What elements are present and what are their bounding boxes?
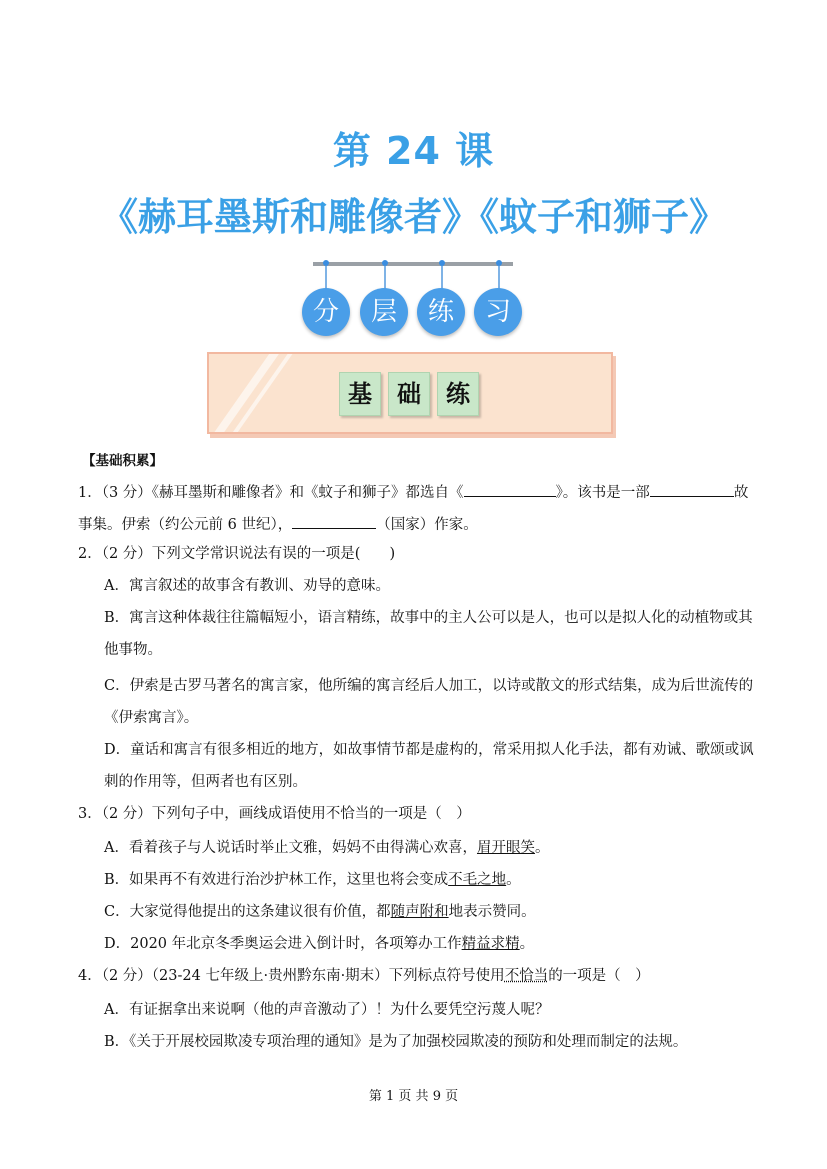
decor-dot xyxy=(496,260,502,266)
answer-blank[interactable] xyxy=(464,480,556,497)
option-text: C．大家觉得他提出的这条建议很有价值，都 xyxy=(104,904,391,920)
option-text: B．如果再不有效进行治沙护林工作，这里也将会变成 xyxy=(104,872,449,888)
decor-dot xyxy=(323,260,329,266)
circle-char: 层 xyxy=(360,288,408,336)
underlined-idiom: 精益求精 xyxy=(461,936,520,952)
decor-pin xyxy=(498,264,500,290)
option-text: D．2020 年北京冬季奥运会进入倒计时，各项筹办工作 xyxy=(104,936,462,952)
question-1-line-1 xyxy=(78,480,748,503)
circle-char: 练 xyxy=(417,288,465,336)
decor-dot xyxy=(439,260,445,266)
decor-bar xyxy=(313,262,513,266)
question-2-option-d: D．童话和寓言有很多相近的地方，如故事情节都是虚构的，常采用拟人化手法，都有劝诫、歌颂或讽 xyxy=(104,742,754,758)
decor-pin xyxy=(441,264,443,290)
decor-dot xyxy=(382,260,388,266)
underlined-idiom: 不毛之地 xyxy=(448,872,507,888)
stem-text: 的一项是（ ） xyxy=(548,968,650,984)
page-subtitle: 《赫耳墨斯和雕像者》《蚊子和狮子》 xyxy=(99,195,727,239)
question-3-option-c xyxy=(104,902,536,922)
question-4-option-a: A．有证据拿出来说啊（他的声音激动了）！为什么要凭空污蔑人呢？ xyxy=(104,1002,550,1018)
question-2-option-b-cont: 他事物。 xyxy=(104,642,162,658)
option-text: 。 xyxy=(534,840,550,856)
q1-text: 事集。伊索（约公元前 6 世纪）， xyxy=(78,517,293,533)
banner-stripe xyxy=(207,352,302,434)
question-3-option-d xyxy=(104,934,534,954)
answer-blank[interactable] xyxy=(650,480,734,497)
banner-word: 练 xyxy=(437,372,479,416)
q1-text: 》。该书是一部 xyxy=(555,485,650,501)
q1-text: 故 xyxy=(733,485,749,501)
circle-char: 分 xyxy=(302,288,350,336)
page-title: 第 24 课 xyxy=(332,129,495,173)
question-4-stem xyxy=(78,966,650,986)
q1-text: （国家）作家。 xyxy=(376,517,478,533)
page-number: 第 1 页 共 9 页 xyxy=(368,1089,459,1104)
question-2-option-c-cont: 《伊索寓言》。 xyxy=(104,710,199,726)
question-2-option-d-cont: 刺的作用等，但两者也有区别。 xyxy=(104,774,307,790)
underlined-idiom: 眉开眼笑 xyxy=(476,840,535,856)
question-3-stem: 3．（2 分）下列句子中，画线成语使用不恰当的一项是（ ） xyxy=(78,806,471,822)
section-label: 【基础积累】 xyxy=(82,453,163,469)
banner-word: 基 xyxy=(339,372,381,416)
question-2-stem: 2．（2 分）下列文学常识说法有误的一项是( ) xyxy=(78,546,396,562)
option-text: 。 xyxy=(519,936,535,952)
stem-text: 4．（2 分）（23-24 七年级上·贵州黔东南·期末）下列标点符号使用 xyxy=(78,968,505,984)
q1-text: 1．（3 分）《赫耳墨斯和雕像者》和《蚊子和狮子》都选自《 xyxy=(78,485,464,501)
underlined-idiom: 随声附和 xyxy=(390,904,449,920)
banner-word: 础 xyxy=(388,372,430,416)
decor-pin xyxy=(384,264,386,290)
question-1-line-2 xyxy=(78,512,478,535)
circle-char: 习 xyxy=(474,288,522,336)
question-2-option-a: A．寓言叙述的故事含有教训、劝导的意味。 xyxy=(104,578,390,594)
option-text: 。 xyxy=(506,872,521,888)
question-3-option-a xyxy=(104,838,549,858)
option-text: A．看着孩子与人说话时举止文雅，妈妈不由得满心欢喜， xyxy=(104,840,477,856)
decor-pin xyxy=(325,264,327,290)
option-text: 地表示赞同。 xyxy=(448,904,536,920)
question-2-option-c: C．伊索是古罗马著名的寓言家，他所编的寓言经后人加工，以诗或散文的形式结集，成为后世流传的 xyxy=(104,678,754,694)
question-3-option-b xyxy=(104,870,521,890)
answer-blank[interactable] xyxy=(292,512,376,529)
question-2-option-b: B．寓言这种体裁往往篇幅短小，语言精练，故事中的主人公可以是人，也可以是拟人化的动植物或其 xyxy=(104,610,753,626)
question-4-option-b: B．《关于开展校园欺凌专项治理的通知》是为了加强校园欺凌的预防和处理而制定的法规。 xyxy=(104,1034,688,1050)
emphasis-dots: 不恰当 xyxy=(504,968,549,984)
